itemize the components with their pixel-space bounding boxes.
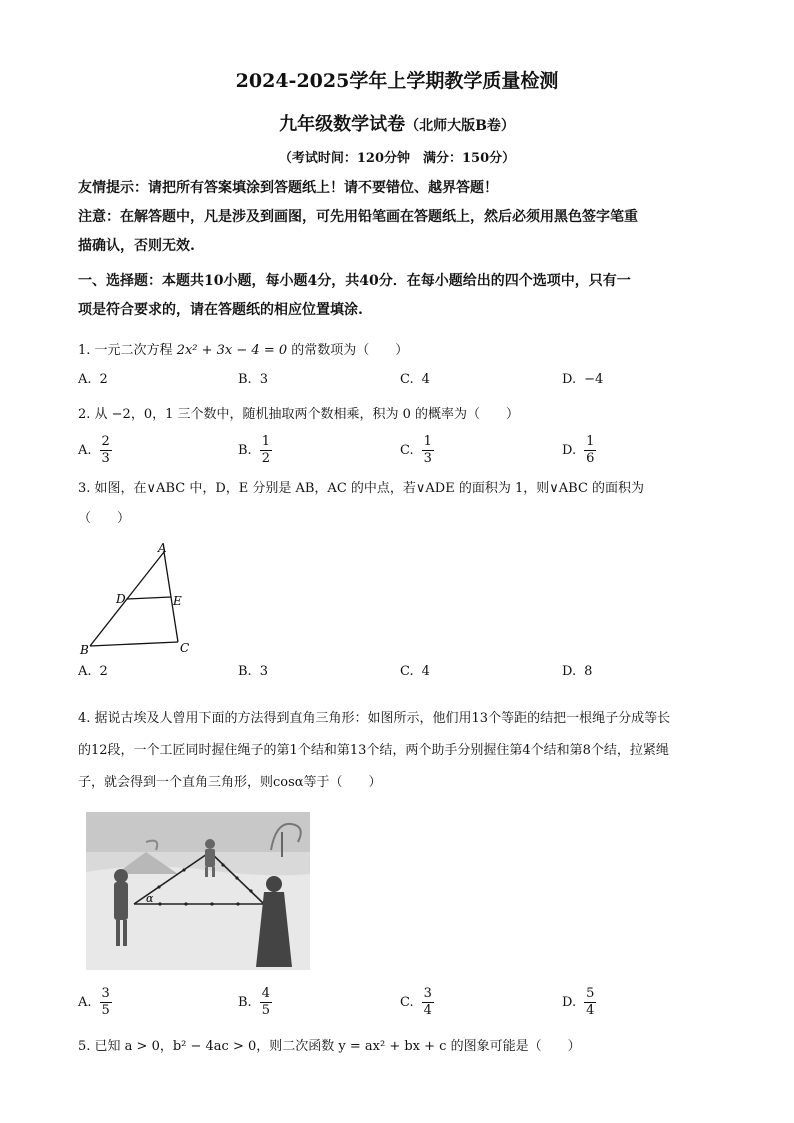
question-3-line-1: 3. 如图，在∨ABC 中，D，E 分别是 AB，AC 的中点，若∨ADE 的面积为 1，则∨ABC 的面积为 bbox=[78, 481, 645, 496]
q3-option-a[interactable]: A. 2 bbox=[78, 664, 108, 679]
vertex-b-label: B bbox=[80, 643, 89, 657]
question-4-line-1: 4. 据说古埃及人曾用下面的方法得到直角三角形：如图所示，他们用13个等距的结把一根绳子分成等长 bbox=[78, 711, 671, 726]
q3-option-b[interactable]: B. 3 bbox=[238, 664, 268, 679]
section1-line-2: 项是符合要求的，请在答题纸的相应位置填涂. bbox=[78, 302, 363, 318]
point-e-label: E bbox=[173, 594, 182, 608]
subtitle-note: （北师大版B卷） bbox=[405, 118, 515, 134]
subtitle-text: 九年级数学试卷 bbox=[279, 114, 406, 135]
question-3-line-2: （ ） bbox=[78, 511, 131, 526]
exam-subtitle bbox=[0, 110, 794, 136]
q1-suffix: 的常数项为（ ） bbox=[291, 343, 409, 358]
segment-de bbox=[127, 597, 171, 599]
q3-options bbox=[78, 664, 728, 694]
q1-option-b[interactable]: B. 3 bbox=[238, 372, 268, 387]
question-5: 5. 已知 a > 0，b² − 4ac > 0，则二次函数 y = ax² + bx + c 的图象可能是（ ） bbox=[78, 1039, 581, 1054]
q4-option-b[interactable]: B. $\frac{4}{5}$ bbox=[238, 986, 270, 1018]
q2-option-d[interactable]: D. $\frac{1}{6}$ bbox=[562, 434, 595, 466]
side-bc bbox=[90, 642, 178, 646]
q3-option-c[interactable]: C. 4 bbox=[400, 664, 430, 679]
vertex-a-label: A bbox=[158, 541, 167, 555]
q3-option-d[interactable]: D. 8 bbox=[562, 664, 593, 679]
q1-options bbox=[78, 372, 728, 402]
q4-option-d[interactable]: D. $\frac{5}{4}$ bbox=[562, 986, 595, 1018]
q4-option-a[interactable]: A. $\frac{3}{5}$ bbox=[78, 986, 110, 1018]
question-4-line-2: 的12段，一个工匠同时握住绳子的第1个结和第13个结，两个助手分别握住第4个结和第8个结，拉紧绳 bbox=[78, 743, 669, 758]
q1-option-c[interactable]: C. 4 bbox=[400, 372, 430, 387]
q4-options bbox=[78, 986, 728, 1026]
q2-options bbox=[78, 434, 728, 474]
question-4-line-3: 子，就会得到一个直角三角形，则cosα等于（ ） bbox=[78, 775, 382, 790]
q2-option-b[interactable]: B. $\frac{1}{2}$ bbox=[238, 434, 270, 466]
q2-option-a[interactable]: A. $\frac{2}{3}$ bbox=[78, 434, 110, 466]
exam-info: （考试时间：120分钟 满分：150分） bbox=[278, 151, 516, 166]
q1-equation: 2x² + 3x − 4 = 0 bbox=[176, 343, 288, 358]
q1-option-d[interactable]: D. −4 bbox=[562, 372, 604, 387]
point-d-label: D bbox=[116, 592, 126, 606]
q1-option-a[interactable]: A. 2 bbox=[78, 372, 108, 387]
q4-option-c[interactable]: C. $\frac{3}{4}$ bbox=[400, 986, 432, 1018]
question-2: 2. 从 −2，0，1 三个数中，随机抽取两个数相乘，积为 0 的概率为（ ） bbox=[78, 407, 520, 422]
note-line-1: 注意：在解答题中，凡是涉及到画图，可先用铅笔画在答题纸上，然后必须用黑色签字笔重 bbox=[78, 209, 638, 225]
vertex-c-label: C bbox=[180, 641, 190, 655]
friendly-tip: 友情提示：请把所有答案填涂到答题纸上！请不要错位、越界答题！ bbox=[78, 180, 498, 196]
question-1 bbox=[78, 338, 728, 364]
q2-option-c[interactable]: C. $\frac{1}{3}$ bbox=[400, 434, 432, 466]
exam-title: 2024-2025学年上学期教学质量检测 bbox=[235, 70, 559, 92]
note-line-2: 描确认，否则无效. bbox=[78, 238, 195, 254]
triangle-figure bbox=[78, 538, 198, 660]
section1-line-1: 一、选择题：本题共10小题，每小题4分，共40分．在每小题给出的四个选项中，只有一 bbox=[78, 273, 631, 289]
alpha-label: α bbox=[146, 892, 154, 905]
egyptian-rope-illustration bbox=[86, 812, 310, 970]
q1-prefix: 1. 一元二次方程 bbox=[78, 343, 173, 358]
